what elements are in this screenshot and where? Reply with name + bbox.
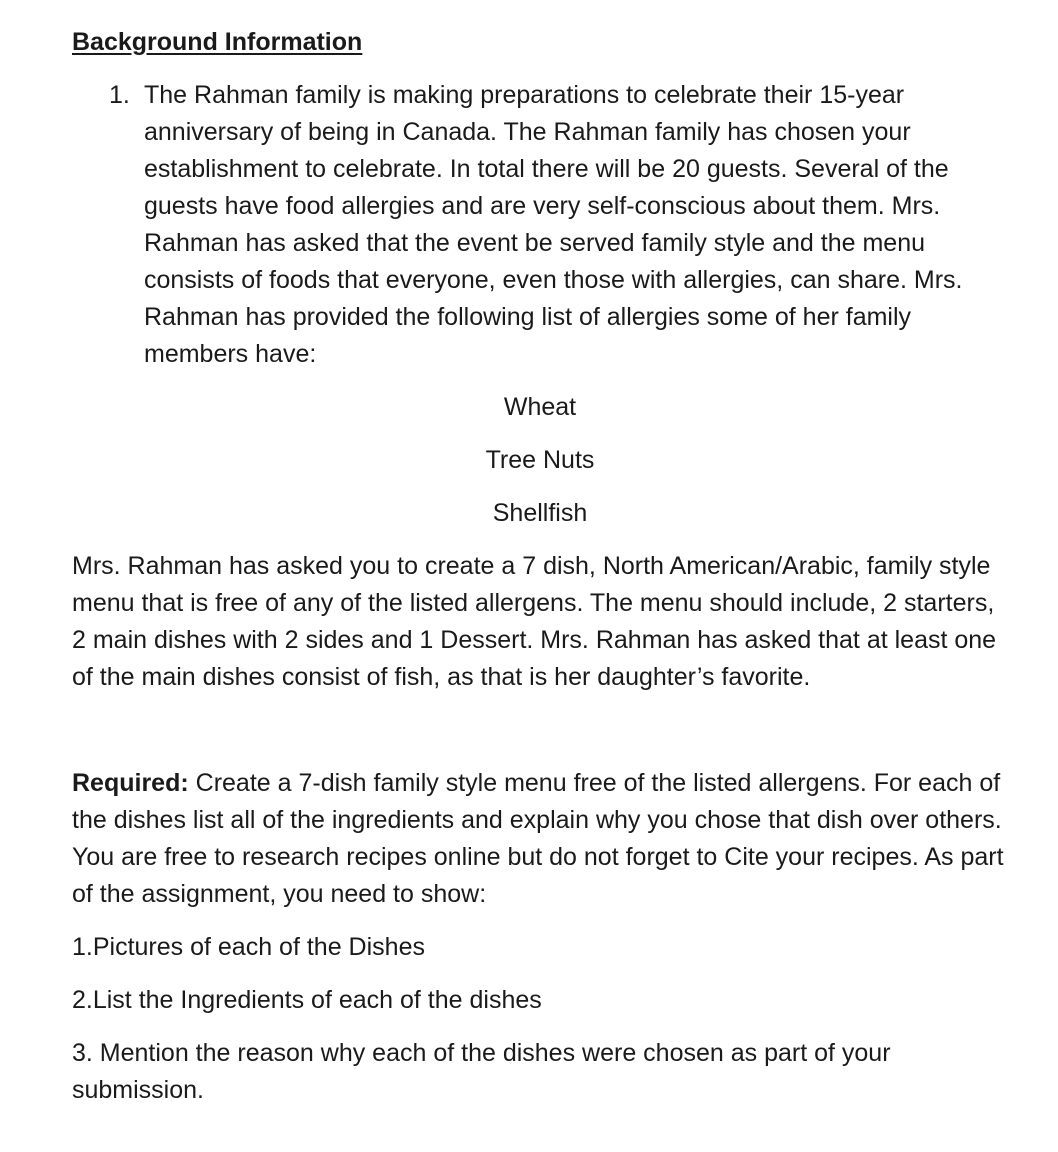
requirement-item: 1.Pictures of each of the Dishes [72, 933, 425, 961]
required-paragraph [72, 765, 1012, 913]
allergen-item: Wheat [503, 393, 577, 421]
section-heading: Background Information [72, 28, 363, 56]
item-number: 1. [109, 81, 130, 109]
document-page [72, 24, 1012, 1109]
allergen-list [72, 389, 1008, 532]
requirement-item: 3. Mention the reason why each of the dishes were chosen as part of your submission. [72, 1039, 891, 1104]
item-text: The Rahman family is making preparations to celebrate their 15-year anniversary of being in Canada. The Rahman family has chosen your establishment to celebrate. In total there will be 20 guests. Several of the guests have food allergies and are very self-conscious about them. Mrs. Rahman has asked that the event be served family style and the menu consists of foods that everyone, even those with allergies, can share. Mrs. Rahman has provided the following list of allergies some of her family members have: [144, 81, 963, 368]
numbered-item [72, 77, 1012, 373]
allergen-item: Tree Nuts [485, 446, 595, 474]
requirement-item: 2.List the Ingredients of each of the dishes [72, 986, 542, 1014]
allergen-item: Shellfish [492, 499, 588, 527]
required-text: Create a 7-dish family style menu free of the listed allergens. For each of the dishes list all of the ingredients and explain why you chose that dish over others. You are free to research recipes online but do not forget to Cite your recipes. As part of the assignment, you need to show: [72, 769, 1004, 908]
required-label: Required: [72, 769, 189, 797]
request-paragraph: Mrs. Rahman has asked you to create a 7 dish, North American/Arabic, family style menu that is free of any of the listed allergens. The menu should include, 2 starters, 2 main dishes with 2 sides and 1 Dessert. Mrs. Rahman has asked that at least one of the main dishes consist of fish, as that is her daughter’s favorite. [72, 552, 997, 691]
